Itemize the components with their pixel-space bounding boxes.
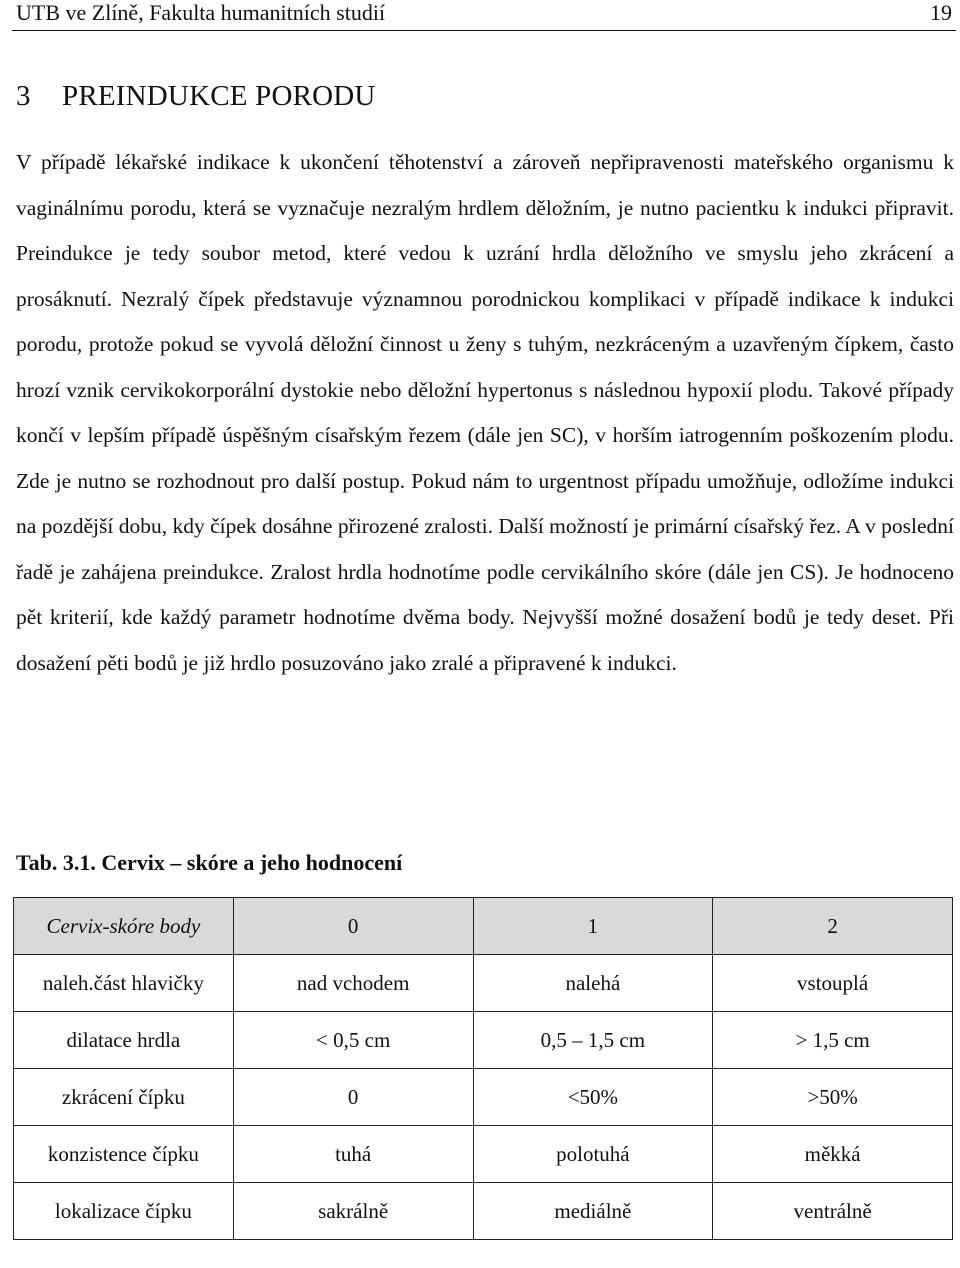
table-cell: tuhá (233, 1126, 473, 1183)
table-cell: polotuhá (473, 1126, 713, 1183)
table-header-cell: 1 (473, 898, 713, 955)
table-row (14, 1069, 953, 1126)
table-cell: dilatace hrdla (14, 1012, 234, 1069)
body-paragraph: V případě lékařské indikace k ukončení těhotenství a zároveň nepřipravenosti mateřského organismu k vaginálnímu porodu, která se vyznačuje nezralým hrdlem děložním, je nutno pacientku k indukci připravit. Preindukce je tedy soubor metod, které vedou k uzrání hrdla děložního ve smyslu jeho zkrácení a prosáknutí. Nezralý čípek představuje významnou porodnickou komplikaci v případě indikace k indukci porodu, protože pokud se vyvolá děložní činnost u ženy s tuhým, nezkráceným a uzavřeným čípkem, často hrozí vznik cervikokorporální dystokie nebo děložní hypertonus s následnou hypoxií plodu. Takové případy končí v lepším případě úspěšným císařským řezem (dále jen SC), v horším iatrogenním poškozením plodu. Zde je nutno se rozhodnout pro další postup. Pokud nám to urgentnost případu umožňuje, odložíme indukci na pozdější dobu, kdy čípek dosáhne přirozené zralosti. Další možností je primární císařský řez. A v poslední řadě je zahájena preindukce. Zralost hrdla hodnotíme podle cervikálního skóre (dále jen CS). Je hodnoceno pět kriterií, kde každý parametr hodnotíme dvěma body. Nejvyšší možné dosažení bodů je tedy deset. Při dosažení pěti bodů je již hrdlo posuzováno jako zralé a připravené k indukci. (16, 150, 955, 675)
table-cell: >50% (713, 1069, 953, 1126)
table-cell: nalehá (473, 955, 713, 1012)
table-header-cell: 2 (713, 898, 953, 955)
table-cell: sakrálně (233, 1183, 473, 1240)
table-cell: 0 (233, 1069, 473, 1126)
table-header-row (14, 898, 953, 955)
table-cell: zkrácení čípku (14, 1069, 234, 1126)
table-cell: nad vchodem (233, 955, 473, 1012)
table-cell: konzistence čípku (14, 1126, 234, 1183)
table-cell: vstouplá (713, 955, 953, 1012)
table-cell: ventrálně (713, 1183, 953, 1240)
table-cell: <50% (473, 1069, 713, 1126)
table-cell: > 1,5 cm (713, 1012, 953, 1069)
table-cell: lokalizace čípku (14, 1183, 234, 1240)
chapter-number: 3 (16, 80, 31, 112)
chapter-heading (16, 80, 376, 113)
table-cell: měkká (713, 1126, 953, 1183)
table-header-cell: Cervix-skóre body (14, 898, 234, 955)
header-institution: UTB ve Zlíně, Fakulta humanitních studií (16, 0, 386, 25)
page-header (12, 0, 956, 31)
table-caption: Tab. 3.1. Cervix – skóre a jeho hodnocení (16, 850, 403, 875)
table-cell: mediálně (473, 1183, 713, 1240)
table-row (14, 1012, 953, 1069)
table-cell: naleh.část hlavičky (14, 955, 234, 1012)
table-row (14, 955, 953, 1012)
table-row (14, 1183, 953, 1240)
table-row (14, 1126, 953, 1183)
table-cell: 0,5 – 1,5 cm (473, 1012, 713, 1069)
cervix-score-table (13, 897, 953, 1240)
chapter-title: PREINDUKCE PORODU (62, 80, 376, 112)
page-number: 19 (930, 0, 952, 25)
table-cell: < 0,5 cm (233, 1012, 473, 1069)
table-header-cell: 0 (233, 898, 473, 955)
